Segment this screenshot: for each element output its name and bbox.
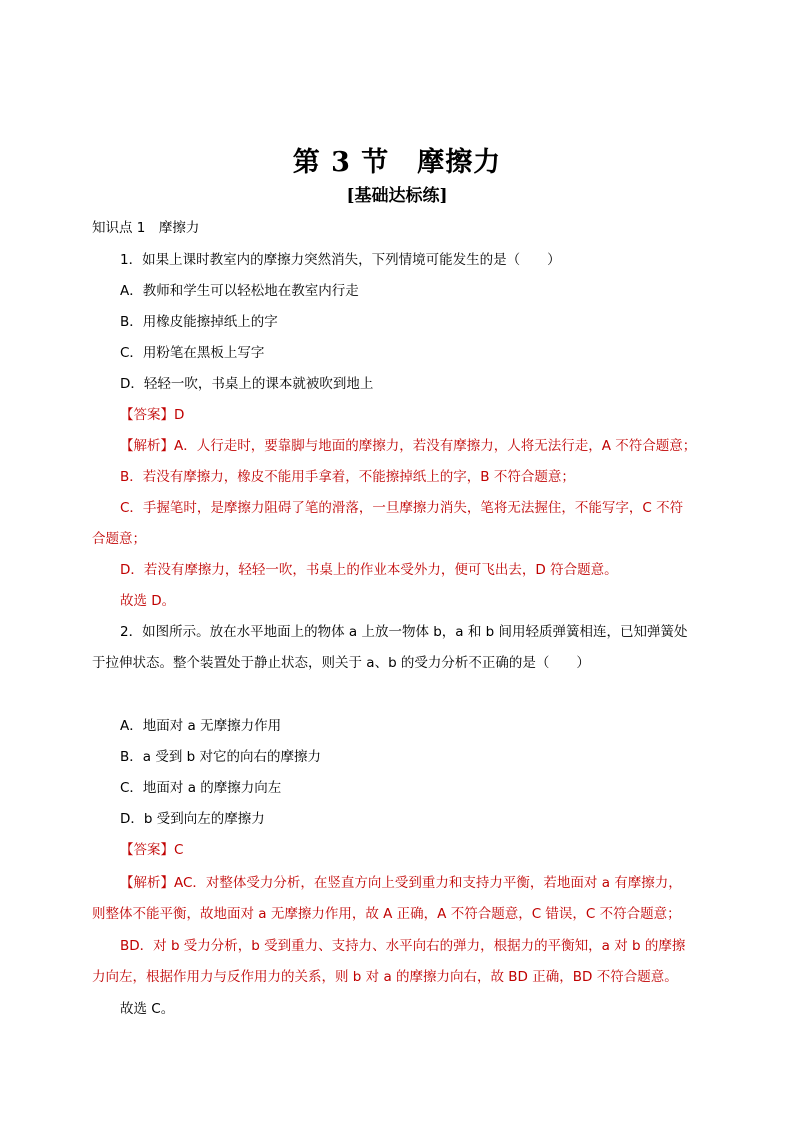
q1-option-d: D．轻轻一吹，书桌上的课本就被吹到地上 [120, 376, 374, 392]
q2-analysis-line-3: BD．对 b 受力分析，b 受到重力、支持力、水平向右的弹力，根据力的平衡知，a 对 b 的摩擦 [120, 938, 686, 954]
q2-answer-tag: 【答案】 [120, 842, 174, 858]
knowledge-point-label: 知识点 1 摩擦力 [92, 220, 200, 236]
q2-answer-value: C [174, 842, 184, 858]
q2-conclusion: 故选 C。 [120, 1001, 175, 1017]
q1-option-c: C．用粉笔在黑板上写字 [120, 345, 265, 361]
q2-option-b: B．a 受到 b 对它的向右的摩擦力 [120, 749, 321, 765]
q2-stem-line-1: 2．如图所示。放在水平地面上的物体 a 上放一物体 b，a 和 b 间用轻质弹簧相连，已知弹簧处 [120, 624, 688, 640]
q2-analysis-line-4: 力向左，根据作用力与反作用力的关系，则 b 对 a 的摩擦力向右，故 BD 正确，BD 不符合题意。 [92, 969, 678, 985]
q1-answer-tag: 【答案】 [120, 407, 174, 423]
q1-analysis-line-2: B．若没有摩擦力，橡皮不能用手拿着，不能擦掉纸上的字，B 不符合题意； [120, 469, 575, 485]
q1-analysis-tag: 【解析】 [120, 438, 174, 454]
q1-analysis-line-3: C．手握笔时，是摩擦力阻碍了笔的滑落，一旦摩擦力消失，笔将无法握住，不能写字，C 不符 [120, 500, 684, 516]
q2-analysis-tag: 【解析】 [120, 875, 174, 891]
q1-analysis-line-1 [120, 436, 696, 456]
q2-analysis-text-1: AC．对整体受力分析，在竖直方向上受到重力和支持力平衡，若地面对 a 有摩擦力， [174, 875, 682, 891]
q1-conclusion: 故选 D。 [120, 593, 176, 609]
q1-analysis-line-4: 合题意； [92, 531, 146, 547]
q2-analysis-line-1 [120, 873, 682, 893]
q1-answer [120, 405, 184, 425]
q1-option-b: B．用橡皮能擦掉纸上的字 [120, 314, 278, 330]
q2-stem-line-2: 于拉伸状态。整个装置处于静止状态，则关于 a、b 的受力分析不正确的是（ ） [92, 655, 590, 671]
q1-analysis-text-1: A．人行走时，要靠脚与地面的摩擦力，若没有摩擦力，人将无法行走，A 不符合题意； [174, 438, 697, 454]
q2-answer [120, 840, 183, 860]
q1-option-a: A．教师和学生可以轻松地在教室内行走 [120, 283, 359, 299]
page-title: 第 3 节 摩擦力 [292, 147, 502, 178]
q2-option-a: A．地面对 a 无摩擦力作用 [120, 718, 282, 734]
q2-option-d: D．b 受到向左的摩擦力 [120, 811, 265, 827]
q2-option-c: C．地面对 a 的摩擦力向左 [120, 780, 282, 796]
page-subtitle: [基础达标练] [346, 186, 448, 206]
q1-stem: 1．如果上课时教室内的摩擦力突然消失，下列情境可能发生的是（ ） [120, 252, 561, 268]
q1-answer-value: D [174, 407, 185, 423]
q1-analysis-line-5: D．若没有摩擦力，轻轻一吹，书桌上的作业本受外力，便可飞出去，D 符合题意。 [120, 562, 618, 578]
q2-analysis-line-2: 则整体不能平衡，故地面对 a 无摩擦力作用，故 A 正确，A 不符合题意，C 错误，C 不符合题意； [92, 906, 681, 922]
